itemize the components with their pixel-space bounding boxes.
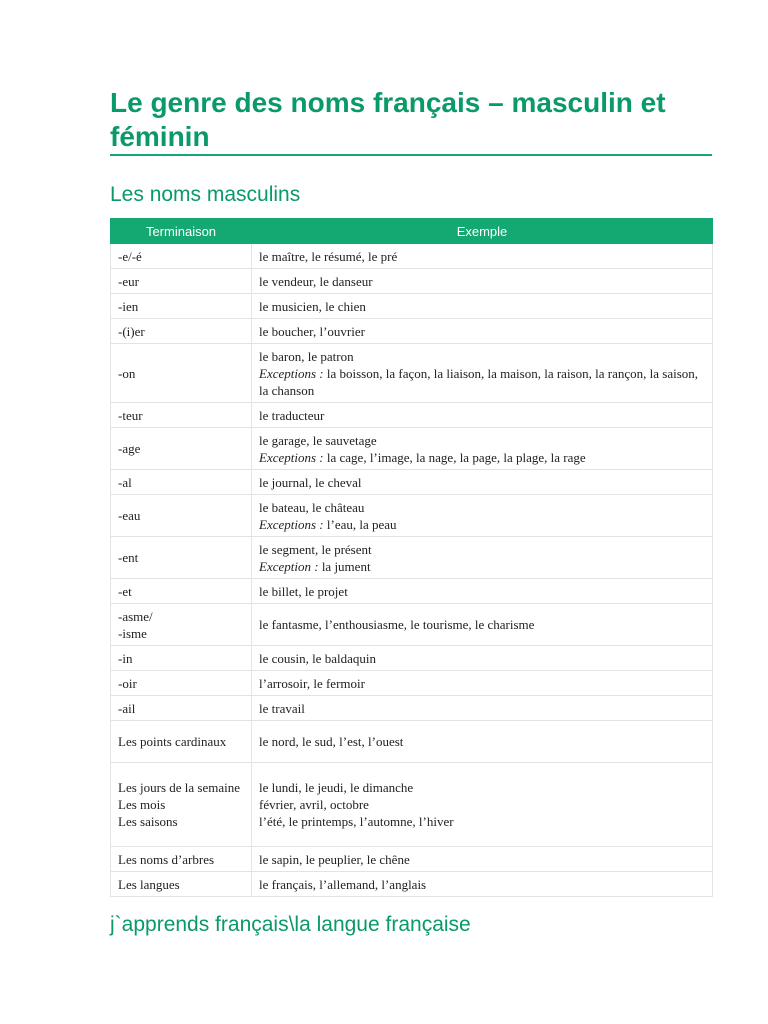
ending-text: -in	[118, 650, 133, 666]
table-row	[111, 671, 713, 696]
table-row	[111, 294, 713, 319]
ending-text: Les jours de la semaine	[118, 780, 241, 795]
table-row	[111, 269, 713, 294]
ending-cell	[111, 428, 252, 470]
ending-text: -ent	[118, 550, 139, 565]
exception-line	[259, 449, 705, 466]
section-heading-masculine: Les noms masculins	[110, 183, 301, 206]
table-row	[111, 428, 713, 470]
table-header-row	[111, 219, 713, 244]
example-text: le traducteur	[259, 407, 325, 423]
example-text: le nord, le sud, l’est, l’ouest	[259, 734, 404, 749]
masculine-endings-table	[110, 218, 713, 897]
ending-text: -(i)er	[118, 323, 145, 339]
table-row	[111, 604, 713, 646]
example-cell	[252, 646, 713, 671]
ending-cell	[111, 579, 252, 604]
ending-cell	[111, 537, 252, 579]
ending-cell	[111, 763, 252, 847]
ending-text: -ien	[118, 298, 139, 314]
example-cell	[252, 696, 713, 721]
table-body	[111, 244, 713, 897]
section-heading-footer: j`apprends français\la langue française	[110, 913, 471, 936]
ending-text: -et	[118, 583, 132, 599]
ending-cell	[111, 294, 252, 319]
exception-label: Exception :	[259, 558, 319, 574]
example-cell	[252, 344, 713, 403]
example-cell	[252, 495, 713, 537]
exception-label: Exceptions :	[259, 516, 324, 532]
example-text: le sapin, le peuplier, le chêne	[259, 851, 410, 867]
exception-text: la cage, l’image, la nage, la page, la plage, la rage	[326, 449, 586, 465]
ending-cell	[111, 872, 252, 897]
ending-cell	[111, 344, 252, 403]
table-row	[111, 470, 713, 495]
ending-text: -eau	[118, 508, 141, 523]
example-text: le cousin, le baldaquin	[259, 650, 376, 666]
example-text: le billet, le projet	[259, 583, 348, 599]
ending-cell	[111, 495, 252, 537]
example-text: le baron, le patron	[259, 348, 354, 364]
exception-line	[259, 558, 705, 575]
table-row	[111, 872, 713, 897]
exception-text: la boisson, la façon, la liaison, la maison, la raison, la rançon, la saison, la chanson	[259, 365, 699, 398]
example-cell	[252, 763, 713, 847]
ending-cell	[111, 470, 252, 495]
table-row	[111, 646, 713, 671]
example-cell	[252, 428, 713, 470]
ending-cell	[111, 604, 252, 646]
table-row	[111, 763, 713, 847]
example-cell	[252, 403, 713, 428]
example-text: le français, l’allemand, l’anglais	[259, 876, 427, 892]
example-cell	[252, 319, 713, 344]
example-text: le musicien, le chien	[259, 298, 366, 314]
ending-text: Les points cardinaux	[118, 734, 227, 749]
example-cell	[252, 872, 713, 897]
example-cell	[252, 671, 713, 696]
exception-text: l’eau, la peau	[326, 516, 397, 532]
table-row	[111, 319, 713, 344]
example-cell	[252, 721, 713, 763]
ending-cell	[111, 403, 252, 428]
ending-text: -age	[118, 441, 141, 456]
ending-text: Les saisons	[118, 814, 178, 829]
ending-cell	[111, 646, 252, 671]
example-text: février, avril, octobre	[259, 797, 369, 812]
table-row	[111, 495, 713, 537]
ending-text: -al	[118, 474, 132, 490]
ending-text: -ail	[118, 700, 136, 716]
table-row	[111, 696, 713, 721]
example-text: le travail	[259, 700, 305, 716]
column-header-ending: Terminaison	[111, 219, 252, 244]
example-text: l’arrosoir, le fermoir	[259, 675, 365, 691]
exception-label: Exceptions :	[259, 365, 324, 381]
example-cell	[252, 847, 713, 872]
exception-line	[259, 365, 705, 399]
example-cell	[252, 604, 713, 646]
example-text: le boucher, l’ouvrier	[259, 323, 365, 339]
ending-text: Les noms d’arbres	[118, 851, 215, 867]
example-text: le journal, le cheval	[259, 474, 362, 490]
ending-text: -on	[118, 365, 136, 381]
ending-cell	[111, 847, 252, 872]
example-cell	[252, 537, 713, 579]
table-row	[111, 537, 713, 579]
exception-text: la jument	[321, 558, 371, 574]
ending-text: Les mois	[118, 797, 166, 812]
table-row	[111, 579, 713, 604]
ending-cell	[111, 269, 252, 294]
example-text: le bateau, le château	[259, 499, 365, 515]
example-cell	[252, 294, 713, 319]
ending-text: -oir	[118, 675, 137, 691]
ending-text: Les langues	[118, 876, 180, 892]
ending-text: -isme	[118, 625, 147, 641]
example-text: le garage, le sauvetage	[259, 432, 377, 448]
example-text: le vendeur, le danseur	[259, 273, 373, 289]
exception-line	[259, 516, 705, 533]
example-cell	[252, 470, 713, 495]
example-cell	[252, 244, 713, 269]
example-text: le fantasme, l’enthousiasme, le tourisme, le charisme	[259, 617, 535, 632]
example-text: le maître, le résumé, le pré	[259, 248, 398, 264]
example-cell	[252, 579, 713, 604]
example-cell	[252, 269, 713, 294]
table-row	[111, 847, 713, 872]
example-text: l’été, le printemps, l’automne, l’hiver	[259, 814, 454, 829]
ending-cell	[111, 244, 252, 269]
column-header-example: Exemple	[252, 219, 713, 244]
ending-text: -e/-é	[118, 248, 142, 264]
ending-text: -eur	[118, 273, 139, 289]
table-row	[111, 344, 713, 403]
ending-cell	[111, 319, 252, 344]
table-row	[111, 403, 713, 428]
table-row	[111, 721, 713, 763]
page-title: Le genre des noms français – masculin et féminin	[110, 87, 666, 152]
ending-text: -asme/	[118, 608, 153, 624]
ending-cell	[111, 721, 252, 763]
example-text: le lundi, le jeudi, le dimanche	[259, 780, 414, 795]
ending-cell	[111, 696, 252, 721]
example-text: le segment, le présent	[259, 541, 372, 557]
ending-text: -teur	[118, 407, 143, 423]
title-underline	[110, 154, 712, 156]
table-row	[111, 244, 713, 269]
ending-cell	[111, 671, 252, 696]
exception-label: Exceptions :	[259, 449, 324, 465]
